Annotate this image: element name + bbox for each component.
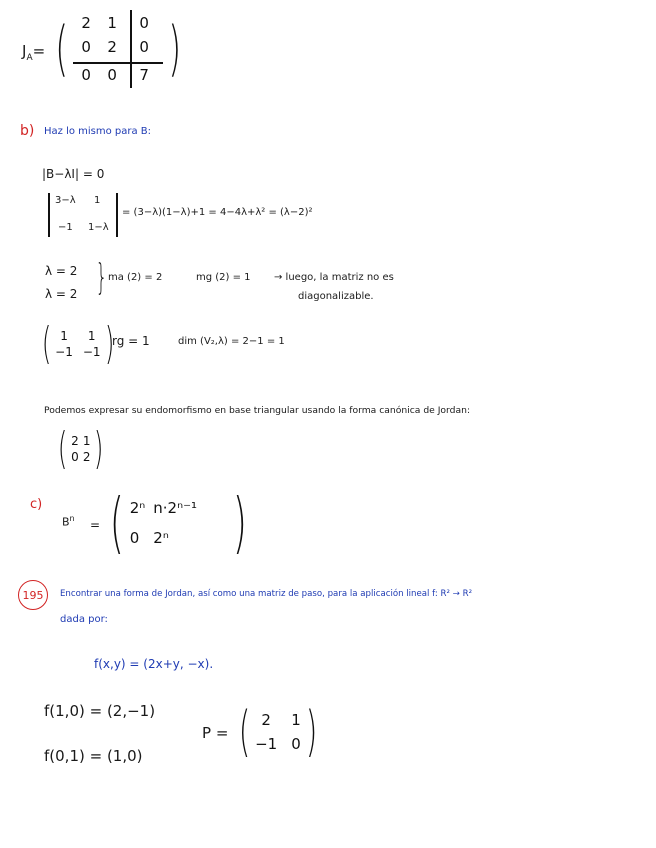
b-base: B [62,515,70,529]
b-power-grid [130,499,197,547]
matrix-cell: 1 [107,14,117,32]
matrix-cell: −1 [255,735,278,753]
det-cell: 1−λ [88,222,109,233]
right-paren: ) [305,700,318,763]
part-b-letter: b) [20,123,35,139]
left-paren: ( [41,318,52,369]
jordan-a-block [73,10,163,88]
matrix-cell: 2ⁿ [129,499,146,517]
jordan-a-matrix [50,8,187,90]
change-of-basis-grid [255,711,301,753]
problem-statement-line-2: dada por: [60,614,108,625]
change-of-basis-matrix [234,700,322,764]
eigenvalue-2: λ = 2 [45,287,78,301]
block-divider-vertical [130,10,132,88]
linear-map-definition: f(x,y) = (2x+y, −x). [94,657,214,671]
left-paren: ( [57,423,68,474]
right-paren: ) [104,318,114,369]
matrix-cell: 7 [139,66,149,84]
matrix-cell: 0 [291,735,301,753]
matrix-cell: 2ⁿ [153,529,169,547]
matrix-cell: −1 [55,345,73,359]
jordan-a-subscript: A [26,53,33,63]
matrix-cell: 0 [139,38,149,56]
matrix-cell: 2 [81,14,91,32]
matrix-cell: 0 [129,529,140,547]
matrix-cell: 1 [87,329,96,343]
jordan-a-symbol: J [22,42,27,60]
eigenvalue-1: λ = 2 [45,264,78,278]
b-power-matrix [104,485,253,561]
image-e1: f(1,0) = (2,−1) [44,702,156,720]
det-cell: 3−λ [55,195,76,206]
change-of-basis-label: P = [202,724,229,742]
conclusion-line-2: diagonalizable. [298,291,374,302]
left-paren: ( [55,14,69,84]
matrix-cell: 2 [261,711,271,729]
det-cell: −1 [58,222,73,233]
conclusion-line-1: → luego, la matriz no es [274,272,394,283]
characteristic-equation: |B−λI| = 0 [42,167,105,181]
problem-number: 195 [22,588,44,602]
part-c-letter: c) [30,497,43,512]
part-c-equals: = [90,518,101,532]
b-exponent: n [69,514,75,523]
matrix-cell: −1 [82,345,101,359]
geometric-multiplicity: mg (2) = 1 [196,272,251,283]
express-sentence: Podemos expresar su endomorfismo en base triangular usando la forma canónica de Jordan: [44,405,471,416]
det-cell: 1 [94,195,101,206]
image-e2: f(0,1) = (1,0) [44,747,143,765]
det-result: = (3−λ)(1−λ)+1 = 4−4λ+λ² = (λ−2)² [122,207,313,218]
matrix-cell: 2 [71,434,79,448]
right-paren: ) [232,484,247,561]
right-paren: ) [94,423,104,474]
b-power-n [62,514,75,529]
problem-number-circle [18,580,48,610]
jordan-a-label [22,42,45,63]
det-bar-right [116,193,118,237]
matrix-cell: 0 [139,14,149,32]
jordan-a-equals: = [32,42,46,60]
matrix-cell: 1 [82,434,91,448]
jordan-b-grid [71,434,90,464]
rank-matrix [38,318,118,370]
matrix-cell: 2 [107,38,117,56]
left-paren: ( [109,484,124,561]
dimension-value: dim (V₂,λ) = 2−1 = 1 [178,336,285,347]
part-b-instruction: Haz lo mismo para B: [44,126,152,137]
matrix-cell: 0 [81,38,91,56]
jordan-b-matrix [54,424,108,474]
algebraic-multiplicity: ma (2) = 2 [108,272,163,283]
block-divider-horizontal [73,62,163,64]
right-paren: ) [168,14,182,84]
matrix-cell: n·2ⁿ⁻¹ [153,499,198,517]
problem-statement-line-1: Encontrar una forma de Jordan, así como una matriz de paso, para la aplicación lineal f: R² → R² [60,589,473,599]
matrix-cell: 0 [107,66,117,84]
left-paren: ( [238,700,251,763]
rank-value: rg = 1 [112,334,150,348]
matrix-cell: 1 [60,329,68,343]
rank-matrix-grid [55,329,100,359]
matrix-cell: 0 [71,450,79,464]
matrix-cell: 1 [291,711,301,729]
det-bar-left [48,193,50,237]
matrix-cell: 2 [82,450,91,464]
matrix-cell: 0 [81,66,91,84]
brace: } [95,257,108,298]
